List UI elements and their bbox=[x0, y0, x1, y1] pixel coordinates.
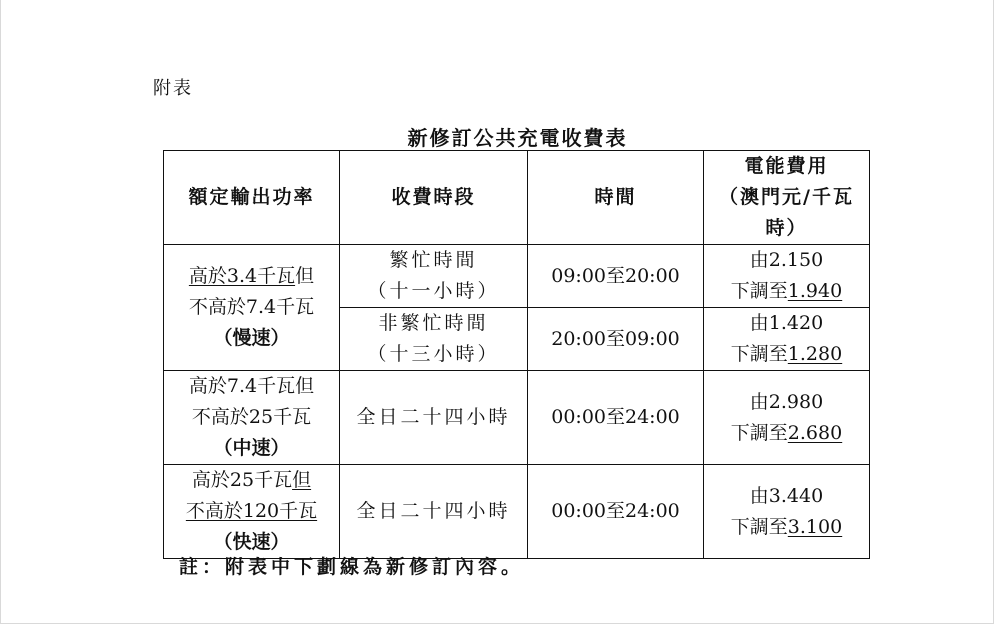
busy-fee-from: 由2.150 bbox=[749, 249, 824, 271]
slow-power-line1 bbox=[168, 261, 335, 292]
medium-fee-to-value: 2.680 bbox=[787, 421, 843, 444]
slow-power-cell bbox=[164, 245, 340, 371]
header-fee-line2: （澳門元/千瓦 bbox=[719, 186, 854, 208]
medium-speed: （中速） bbox=[213, 437, 290, 459]
fast-fee-to-prefix: 下調至 bbox=[730, 515, 788, 538]
busy-period-cell bbox=[340, 245, 528, 308]
busy-fee-to-prefix: 下調至 bbox=[730, 280, 788, 302]
busy-fee-to-value: 1.940 bbox=[787, 280, 843, 302]
fast-speed: （快速） bbox=[213, 531, 290, 553]
offpeak-period-line2: （十三小時） bbox=[367, 343, 500, 365]
medium-time-cell: 00:00至24:00 bbox=[528, 371, 704, 465]
busy-fee-to bbox=[708, 276, 865, 307]
offpeak-fee-to-value: 1.280 bbox=[787, 343, 843, 365]
header-period: 收費時段 bbox=[340, 151, 528, 245]
fast-time-cell: 00:00至24:00 bbox=[528, 465, 704, 559]
medium-fee-from: 由2.980 bbox=[749, 390, 824, 413]
slow-power-rest: 但 bbox=[295, 265, 315, 287]
table-row bbox=[164, 371, 870, 465]
medium-power-line2: 不高於25千瓦 bbox=[191, 406, 312, 428]
fast-fee-from: 由3.440 bbox=[749, 484, 824, 507]
offpeak-fee-cell bbox=[704, 308, 870, 371]
busy-fee-cell bbox=[704, 245, 870, 308]
medium-fee-to-prefix: 下調至 bbox=[730, 421, 788, 444]
medium-fee-cell bbox=[704, 371, 870, 465]
header-fee-line3: 時） bbox=[765, 217, 808, 239]
header-row bbox=[164, 151, 870, 245]
fee-table bbox=[163, 150, 870, 559]
slow-power-underlined: 高於3.4千瓦 bbox=[188, 265, 296, 287]
table-row bbox=[164, 465, 870, 559]
header-fee bbox=[704, 151, 870, 245]
fast-power-cell bbox=[164, 465, 340, 559]
busy-time-cell: 09:00至20:00 bbox=[528, 245, 704, 308]
footnote: 註：附表中下劃線為新修訂內容。 bbox=[179, 556, 525, 578]
fast-power-underlined: 但 bbox=[292, 469, 312, 491]
header-fee-line1: 電能費用 bbox=[744, 155, 829, 177]
fast-power-line2-underlined: 不高於120千瓦 bbox=[185, 500, 318, 522]
fast-fee-to-value: 3.100 bbox=[787, 515, 843, 538]
medium-fee-to bbox=[708, 418, 865, 449]
offpeak-time-cell: 20:00至09:00 bbox=[528, 308, 704, 371]
fast-power-line1 bbox=[168, 465, 335, 496]
appendix-label: 附表 bbox=[153, 78, 193, 99]
slow-speed: （慢速） bbox=[213, 327, 290, 349]
fast-power-plain: 高於25千瓦 bbox=[191, 469, 293, 491]
fast-fee-cell bbox=[704, 465, 870, 559]
slow-power-line2: 不高於7.4千瓦 bbox=[188, 296, 315, 318]
busy-period-line2: （十一小時） bbox=[367, 280, 500, 302]
header-time: 時間 bbox=[528, 151, 704, 245]
fast-power-line2 bbox=[168, 496, 335, 527]
busy-period-line1: 繁忙時間 bbox=[389, 249, 478, 271]
table-title: 新修訂公共充電收費表 bbox=[407, 126, 628, 150]
offpeak-fee-from: 由1.420 bbox=[749, 312, 824, 334]
offpeak-fee-to bbox=[708, 339, 865, 370]
offpeak-period-line1: 非繁忙時間 bbox=[378, 312, 489, 334]
offpeak-fee-to-prefix: 下調至 bbox=[730, 343, 788, 365]
medium-power-line1: 高於7.4千瓦但 bbox=[188, 375, 315, 397]
offpeak-period-cell bbox=[340, 308, 528, 371]
medium-period-cell: 全日二十四小時 bbox=[340, 371, 528, 465]
fast-period-cell: 全日二十四小時 bbox=[340, 465, 528, 559]
table-row bbox=[164, 245, 870, 308]
header-power: 額定輸出功率 bbox=[164, 151, 340, 245]
fast-fee-to bbox=[708, 512, 865, 543]
medium-power-cell bbox=[164, 371, 340, 465]
